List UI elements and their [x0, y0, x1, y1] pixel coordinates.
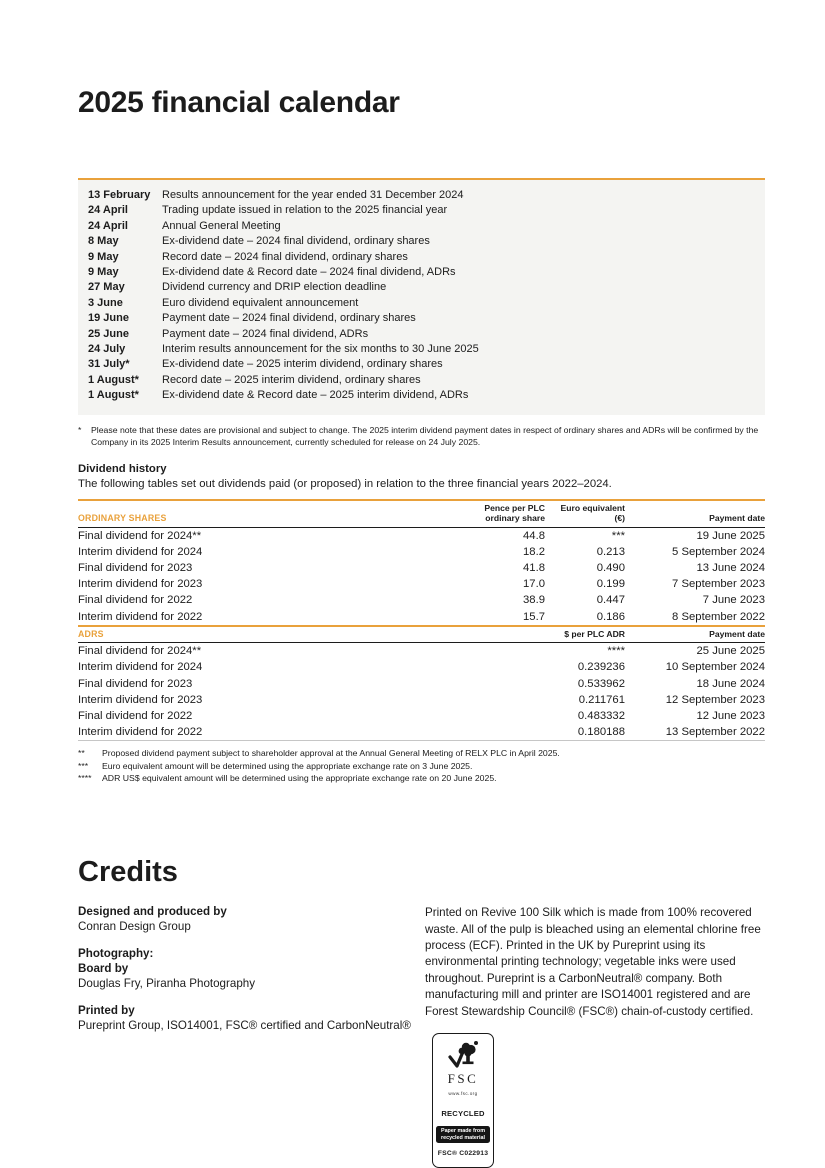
production-note: Printed on Revive 100 Silk which is made from 100% recovered waste. All of the pulp is bleached using an elemental chlorine free process (ECF). Printed in the UK by Pureprint using its environmental printing technology; vegetable inks were used throughout. Pureprint is a CarbonNeutral® company. Both manufacturing mill and printer are ISO14001 registered and are Forest Stewardship Council® (FSC®) chain-of-custody certified. — [425, 906, 761, 1018]
ordinary-shares-header-row — [78, 500, 765, 528]
euro-value: 0.186 — [596, 610, 625, 623]
table-row — [78, 659, 765, 675]
col-header-line: ordinary share — [485, 513, 545, 523]
calendar-row — [88, 265, 753, 280]
credit-label: Designed and produced by — [78, 905, 227, 919]
dividend-label: Interim dividend for 2023 — [78, 693, 203, 706]
dividend-label: Final dividend for 2022 — [78, 594, 193, 607]
calendar-row — [88, 388, 753, 403]
pence-value: 41.8 — [523, 561, 545, 574]
fsc-recycled-label — [432, 1033, 494, 1168]
fsc-type: RECYCLED — [441, 1109, 485, 1119]
footnote-text: Proposed dividend payment subject to shareholder approval at the Annual General Meeting of RELX PLC in April 2025. — [102, 748, 560, 759]
calendar-row — [88, 373, 753, 388]
calendar-row — [88, 342, 753, 357]
dividend-label: Final dividend for 2024** — [78, 645, 202, 658]
pence-value: 44.8 — [523, 529, 545, 542]
table-footnotes — [78, 747, 765, 784]
calendar-event: Ex-dividend date & Record date – 2024 final dividend, ADRs — [162, 266, 456, 279]
footnote-marker: *** — [78, 760, 89, 771]
payment-date: 13 September 2022 — [665, 726, 765, 739]
calendar-date: 1 August* — [88, 389, 139, 402]
calendar-date: 1 August* — [88, 373, 139, 386]
calendar-row — [88, 219, 753, 234]
calendar-date: 3 June — [88, 296, 123, 309]
calendar-date: 13 February — [88, 189, 151, 201]
calendar-event: Payment date – 2024 final dividend, ordinary shares — [162, 312, 416, 325]
dividend-label: Interim dividend for 2022 — [78, 610, 203, 623]
adr-value: 0.180188 — [577, 726, 625, 739]
table-row — [78, 576, 765, 592]
footnote-marker: ** — [78, 748, 85, 759]
calendar-date: 27 May — [88, 281, 125, 294]
footnote-text: Please note that these dates are provisional and subject to change. The 2025 interim dividend payment dates in respect of ordinary shares and ADRs will be confirmed by the Company in its 2025 Interim Results announcement, currently scheduled for release on 24 July 2025. — [91, 424, 759, 448]
calendar-footnote — [78, 424, 765, 449]
calendar-event: Trading update issued in relation to the 2025 financial year — [162, 204, 448, 217]
adr-value: 0.533962 — [577, 677, 625, 690]
table-row — [78, 643, 765, 660]
fsc-caption-line: Paper made from — [440, 1127, 486, 1134]
fsc-tree-check-icon — [446, 1039, 480, 1071]
table-row — [78, 676, 765, 692]
calendar-event: Annual General Meeting — [162, 219, 281, 232]
col-header-line: (€) — [614, 513, 625, 523]
table-row — [78, 608, 765, 624]
calendar-row — [88, 203, 753, 218]
payment-date: 10 September 2024 — [665, 661, 765, 674]
calendar-date: 31 July* — [88, 358, 130, 371]
table-row — [78, 527, 765, 544]
footnote-line — [78, 772, 765, 784]
payment-date: 8 September 2022 — [672, 610, 765, 623]
pence-value: 15.7 — [523, 610, 545, 623]
table-row — [78, 692, 765, 708]
calendar-row — [88, 250, 753, 265]
calendar-row — [88, 280, 753, 295]
credits-columns — [78, 905, 765, 1168]
credit-value: Pureprint Group, ISO14001, FSC® certified and CarbonNeutral® — [78, 1018, 411, 1032]
calendar-row — [88, 327, 753, 342]
dividend-label: Final dividend for 2022 — [78, 709, 193, 722]
credit-label: Printed by — [78, 1004, 135, 1018]
dividend-label: Interim dividend for 2024 — [78, 545, 203, 558]
footnote-text: ADR US$ equivalent amount will be determined using the appropriate exchange rate on 20 June 2025. — [102, 772, 497, 783]
dividend-label: Interim dividend for 2024 — [78, 661, 203, 674]
adr-value: 0.239236 — [577, 661, 625, 674]
dividend-history-heading: Dividend history — [78, 462, 167, 475]
pence-value: 17.0 — [523, 578, 545, 591]
calendar-date: 9 May — [88, 250, 119, 263]
calendar-event: Results announcement for the year ended 31 December 2024 — [162, 189, 464, 201]
fsc-caption-line: recycled material — [440, 1134, 486, 1141]
credit-block-designed — [78, 905, 425, 934]
adr-value: **** — [607, 645, 625, 658]
pence-value: 38.9 — [523, 594, 545, 607]
credit-block-photography — [78, 947, 425, 991]
calendar-event: Dividend currency and DRIP election deadline — [162, 281, 387, 294]
calendar-event: Record date – 2025 interim dividend, ordinary shares — [162, 373, 421, 386]
table-row — [78, 544, 765, 560]
payment-date: 7 June 2023 — [702, 594, 765, 607]
calendar-row — [88, 296, 753, 311]
page-title: 2025 financial calendar — [78, 86, 400, 119]
calendar-event: Interim results announcement for the six months to 30 June 2025 — [162, 343, 479, 356]
credits-left-column — [78, 905, 425, 1168]
payment-date: 25 June 2025 — [696, 645, 765, 658]
payment-date: 12 September 2023 — [665, 693, 765, 706]
payment-date: 5 September 2024 — [672, 545, 765, 558]
calendar-row — [88, 311, 753, 326]
calendar-date: 25 June — [88, 327, 129, 340]
col-header-payment-date: Payment date — [709, 513, 765, 523]
euro-value: 0.199 — [596, 578, 625, 591]
calendar-event: Euro dividend equivalent announcement — [162, 296, 359, 309]
fsc-caption — [436, 1126, 490, 1144]
footnote-line — [78, 760, 765, 772]
payment-date: 19 June 2025 — [696, 529, 765, 542]
table-row — [78, 724, 765, 741]
fsc-url: www.fsc.org — [448, 1090, 478, 1096]
col-header-payment-date: Payment date — [709, 628, 765, 639]
footnote-marker: **** — [78, 772, 92, 783]
adrs-table — [78, 625, 765, 742]
adr-value: 0.211761 — [578, 693, 625, 706]
footnote-marker: * — [78, 424, 82, 435]
calendar-event: Ex-dividend date – 2024 final dividend, ordinary shares — [162, 235, 430, 248]
adrs-section-label: ADRS — [78, 628, 104, 639]
calendar-date: 19 June — [88, 312, 129, 325]
calendar-date: 9 May — [88, 266, 119, 279]
calendar-date: 8 May — [88, 235, 119, 248]
calendar-event: Ex-dividend date – 2025 interim dividend, ordinary shares — [162, 358, 443, 371]
payment-date: 13 June 2024 — [696, 561, 765, 574]
euro-value: 0.490 — [596, 561, 625, 574]
calendar-event: Ex-dividend date & Record date – 2025 interim dividend, ADRs — [162, 389, 469, 402]
dividend-label: Final dividend for 2023 — [78, 561, 193, 574]
calendar-date: 24 April — [88, 204, 128, 217]
calendar-date: 24 July — [88, 343, 126, 356]
fsc-license-code: FSC® C022913 — [437, 1150, 489, 1158]
dividend-label: Interim dividend for 2023 — [78, 578, 203, 591]
calendar-row — [88, 234, 753, 249]
dividend-label: Final dividend for 2023 — [78, 677, 193, 690]
ordinary-shares-section-label: ORDINARY SHARES — [78, 513, 167, 523]
calendar-event: Payment date – 2024 final dividend, ADRs — [162, 327, 369, 340]
table-row — [78, 708, 765, 724]
adr-value: 0.483332 — [577, 709, 625, 722]
calendar-event: Record date – 2024 final dividend, ordinary shares — [162, 250, 408, 263]
calendar-row — [88, 357, 753, 372]
dividend-label: Interim dividend for 2022 — [78, 726, 203, 739]
credit-value: Conran Design Group — [78, 919, 191, 933]
credit-value: Douglas Fry, Piranha Photography — [78, 976, 256, 990]
footnote-text: Euro equivalent amount will be determined using the appropriate exchange rate on 3 June 2025. — [102, 760, 473, 771]
credit-label: Photography: — [78, 947, 154, 961]
col-header-line: Pence per PLC — [484, 502, 545, 513]
credits-right-column — [425, 905, 765, 1168]
calendar-date: 24 April — [88, 219, 128, 232]
ordinary-shares-table — [78, 499, 765, 625]
col-header-adr-value: $ per PLC ADR — [564, 628, 625, 639]
payment-date: 18 June 2024 — [696, 677, 765, 690]
credit-label: Board by — [78, 961, 129, 975]
footnote-line — [78, 747, 765, 759]
payment-date: 7 September 2023 — [672, 578, 765, 591]
credit-block-printed — [78, 1004, 425, 1033]
calendar-row — [88, 188, 753, 203]
payment-date: 12 June 2023 — [696, 709, 765, 722]
pence-value: 18.2 — [523, 545, 545, 558]
col-header-line: Euro equivalent — [560, 502, 625, 513]
table-row — [78, 560, 765, 576]
fsc-acronym: FSC — [447, 1070, 479, 1086]
dividend-history-intro: The following tables set out dividends paid (or proposed) in relation to the three financial years 2022–2024. — [78, 477, 612, 490]
table-row — [78, 592, 765, 608]
euro-value: *** — [611, 529, 625, 542]
col-header-pence — [378, 500, 545, 528]
financial-calendar-box — [78, 178, 765, 415]
col-header-euro — [545, 500, 625, 528]
credits-heading: Credits — [78, 856, 178, 889]
euro-value: 0.447 — [596, 594, 625, 607]
dividend-label: Final dividend for 2024** — [78, 529, 202, 542]
adrs-header-row — [78, 626, 765, 643]
euro-value: 0.213 — [596, 545, 625, 558]
